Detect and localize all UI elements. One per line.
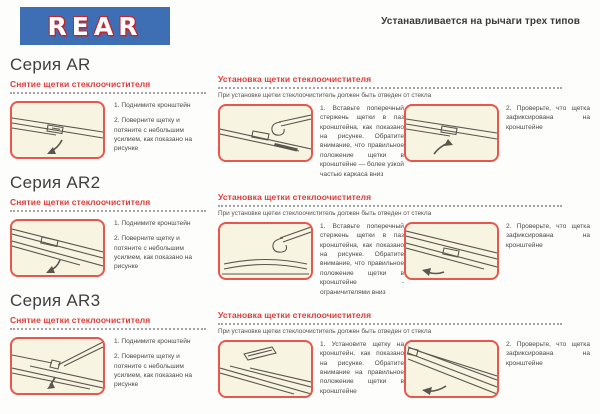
series-title: Серия AR — [10, 55, 91, 74]
install-column — [218, 173, 590, 297]
series-title: Серия AR3 — [10, 291, 101, 310]
install-note: При установке щетки стеклоочиститель должен быть отведен от стекла — [218, 210, 432, 217]
install-step-2-text: 2. Проверьте, что щетка зафиксирована на кронштейне — [506, 105, 590, 131]
wiper-removal-diagram — [10, 337, 105, 395]
dotted-divider — [218, 323, 562, 325]
install-instructions — [218, 340, 590, 398]
install-step-2-block — [404, 222, 590, 297]
removal-steps — [114, 219, 200, 278]
install-note: При установке щетки стеклоочиститель должен быть отведен от стекла — [218, 92, 432, 99]
dotted-divider — [218, 87, 562, 89]
removal-heading: Снятие щетки стеклоочистителя — [10, 197, 151, 207]
install-note: При установке щетки стеклоочиститель должен быть отведен от стекла — [218, 328, 432, 335]
dotted-divider — [10, 328, 206, 330]
install-step-1-block — [218, 104, 404, 179]
removal-column — [10, 173, 206, 297]
wiper-removal-diagram — [10, 219, 105, 277]
dotted-divider — [10, 210, 206, 212]
removal-step-1: 1. Поднимите кронштейн — [114, 338, 191, 345]
wiper-removal-diagram — [10, 101, 105, 159]
section-series-ar2 — [10, 173, 590, 297]
install-step-1-block — [218, 222, 404, 297]
install-step-2-block — [404, 340, 590, 398]
header-tagline: Устанавливается на рычаги трех типов — [381, 16, 580, 27]
install-heading: Установка щетки стеклоочистителя — [218, 74, 372, 84]
install-heading: Установка щетки стеклоочистителя — [218, 310, 372, 320]
install-step-2-text: 2. Проверьте, что щетка зафиксирована на кронштейне — [506, 341, 590, 367]
removal-step-1: 1. Поднимите кронштейн — [114, 220, 191, 227]
removal-step-1: 1. Поднимите кронштейн — [114, 102, 191, 109]
removal-step-2: 2. Поверните щетку и потяните с небольшим усилием, как показано на рисунке — [114, 117, 193, 153]
removal-steps — [114, 101, 200, 160]
removal-heading: Снятие щетки стеклоочистителя — [10, 79, 151, 89]
wiper-install-diagram — [218, 104, 313, 162]
dotted-divider — [218, 205, 562, 207]
wiper-install-diagram — [218, 340, 313, 398]
section-series-ar3 — [10, 291, 590, 398]
wiper-check-diagram — [404, 340, 499, 398]
removal-heading: Снятие щетки стеклоочистителя — [10, 315, 151, 325]
removal-instructions — [10, 101, 206, 160]
brand-logo-text: REAR — [47, 11, 143, 41]
wiper-install-diagram — [218, 222, 313, 280]
brand-logo — [20, 7, 170, 45]
dotted-divider — [10, 92, 206, 94]
install-instructions — [218, 104, 590, 179]
removal-instructions — [10, 337, 206, 396]
section-series-ar — [10, 55, 590, 179]
install-step-2-block — [404, 104, 590, 179]
install-step-1-block — [218, 340, 404, 398]
removal-column — [10, 55, 206, 179]
install-instructions — [218, 222, 590, 297]
install-step-2-text: 2. Проверьте, что щетка зафиксирована на кронштейне — [506, 223, 590, 249]
install-heading: Установка щетки стеклоочистителя — [218, 192, 372, 202]
install-step-1-text: 1. Вставьте поперечный стержень щетки в паз кронштейна, как показано на рисунке. Обратите внимание, что правильное положение щетки в кронштейне — более узкой частью каркаса вниз — [320, 105, 404, 178]
wiper-check-diagram — [404, 104, 499, 162]
removal-step-2: 2. Поверните щетку и потяните с небольшим усилием, как показано на рисунке — [114, 353, 193, 389]
wiper-check-diagram — [404, 222, 499, 280]
series-title: Серия AR2 — [10, 173, 101, 192]
install-step-1-text: 1. Установите щетку на кронштейн, как показано на рисунке. Обратите внимание на правильное положение щетки в кронштейне — [320, 341, 404, 395]
install-column — [218, 291, 590, 398]
install-step-1-text: 1. Вставьте поперечный стержень щетки в паз кронштейна, как показано на рисунке. Обратите внимание, что правильное положение щетки в кронштейне - ограничителями вниз — [320, 223, 404, 296]
removal-steps — [114, 337, 200, 396]
removal-step-2: 2. Поверните щетку и потяните с небольшим усилием, как показано на рисунке — [114, 235, 193, 271]
removal-column — [10, 291, 206, 398]
removal-instructions — [10, 219, 206, 278]
install-column — [218, 55, 590, 179]
